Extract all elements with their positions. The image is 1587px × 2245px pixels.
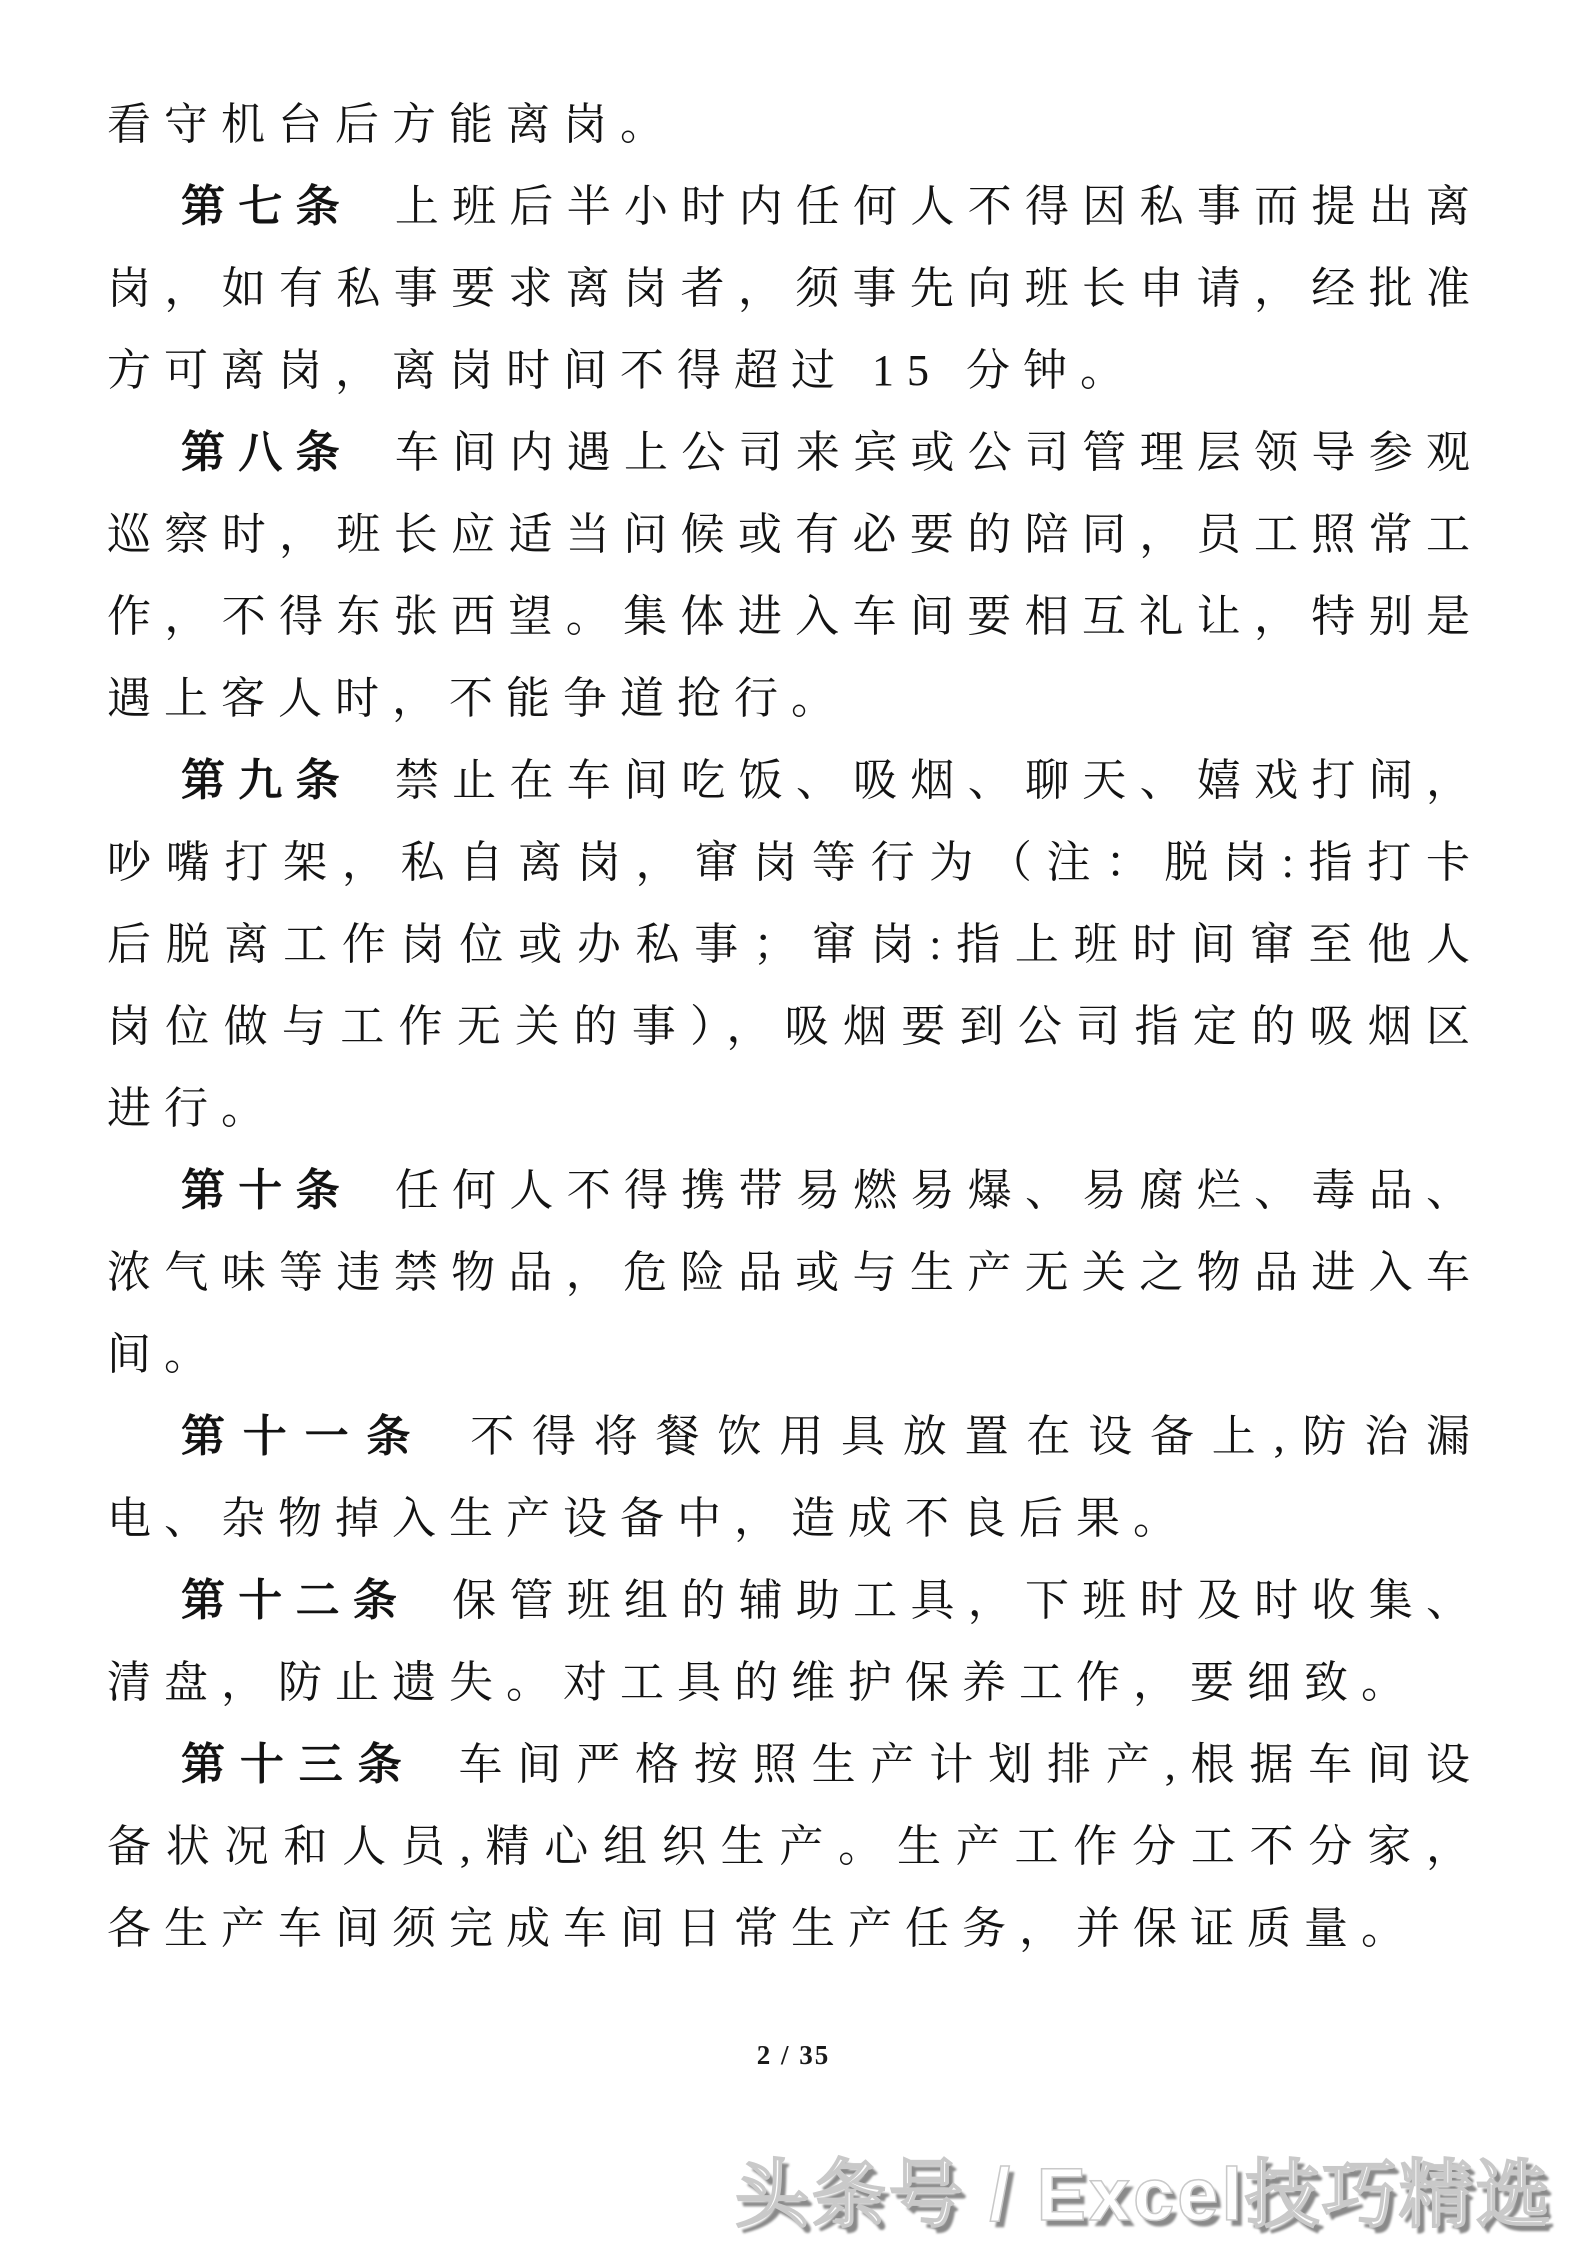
article-paragraph (107, 1560, 1483, 1724)
article-label: 第九条 (181, 756, 353, 805)
article-paragraph (107, 166, 1483, 412)
article-text: 保管班组的辅助工具，下班时及时收集、清盘，防止遗失。对工具的维护保养工作，要细致。 (107, 1576, 1484, 1707)
article-label: 第十二条 (181, 1576, 411, 1625)
article-text: 车间严格按照生产计划排产,根据车间设备状况和人员,精心组织生产。生产工作分工不分家，各生产车间须完成车间日常生产任务，并保证质量。 (107, 1740, 1484, 1953)
article-label: 第八条 (181, 428, 353, 477)
article-text: 不得将餐饮用具放置在设备上,防治漏电、杂物掉入生产设备中，造成不良后果。 (107, 1412, 1484, 1543)
article-paragraph (107, 412, 1483, 740)
article-paragraph (107, 740, 1483, 1150)
continuation-text: 看守机台后方能离岗。 (107, 100, 677, 149)
article-text: 上班后半小时内任何人不得因私事而提出离岗，如有私事要求离岗者，须事先向班长申请，经批准方可离岗，离岗时间不得超过 15 分钟。 (107, 182, 1484, 395)
watermark-text: 头条号 / Excel技巧精选 (734, 2153, 1553, 2236)
article-label: 第十一条 (181, 1412, 429, 1461)
article-text: 任何人不得携带易燃易爆、易腐烂、毒品、浓气味等违禁物品，危险品或与生产无关之物品进入车间。 (107, 1166, 1484, 1379)
article-label: 第十三条 (181, 1740, 417, 1789)
article-paragraph (107, 1150, 1483, 1396)
article-text: 车间内遇上公司来宾或公司管理层领导参观巡察时，班长应适当问候或有必要的陪同，员工照常工作，不得东张西望。集体进入车间要相互礼让，特别是遇上客人时，不能争道抢行。 (107, 428, 1484, 723)
page-number: 2 / 35 (756, 2040, 831, 2070)
article-label: 第十条 (181, 1166, 353, 1215)
continuation-paragraph (107, 84, 1483, 166)
article-paragraph (107, 1724, 1483, 1970)
article-paragraph (107, 1396, 1483, 1560)
article-label: 第七条 (181, 182, 353, 231)
document-body (107, 84, 1483, 1970)
article-text: 禁止在车间吃饭、吸烟、聊天、嬉戏打闹，吵嘴打架，私自离岗，窜岗等行为（注：脱岗:指打卡后脱离工作岗位或办私事；窜岗:指上班时间窜至他人岗位做与工作无关的事），吸烟要到公司指定的吸烟区进行。 (107, 756, 1484, 1133)
